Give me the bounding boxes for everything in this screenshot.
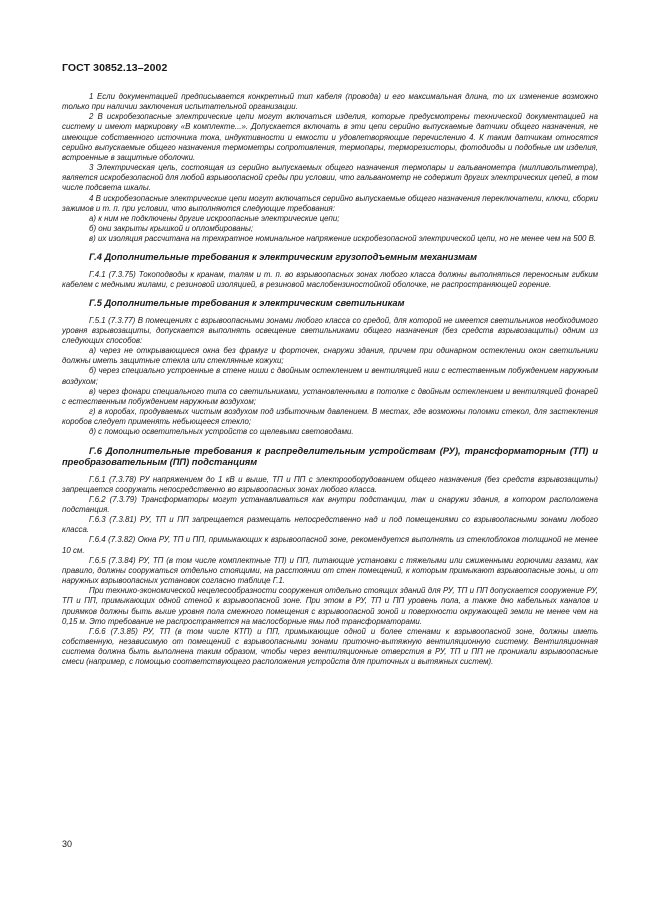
clause-paragraph: Г.6.6 (7.3.85) РУ, ТП (в том числе КТП) и ПП, примыкающие одной и более стенами к взрывоопасной зоне, должны иметь собственную, независимую от помещений с взрывоопасными зонами приточно-вытяжную вентиляционную систему. Вентиляционная система должна быть выполнена таким образом, чтобы через вентиляционные отверстия в РУ, ТП и ПП не проникали взрывоопасные смеси (например, с помощью соответствующего расположения устройств для приточных и вытяжных систем). xyxy=(62,626,598,667)
page-number: 30 xyxy=(62,839,73,849)
list-item: б) через специально устроенные в стене ниши с двойным остеклением и вентиляцией ниш с естественным побуждением наружным воздухом; xyxy=(62,366,598,386)
list-item: в) через фонари специального типа со светильниками, установленными в потолке с двойным остеклением и вентиляцией фонарей с естественным побуждением наружным воздухом; xyxy=(62,386,598,406)
list-item: а) через не открывающиеся окна без фрамуг и форточек, снаружи здания, причем при одинарном остеклении окон светильники должны иметь защитные стекла или стеклянные кожухи; xyxy=(62,346,598,366)
clause-paragraph: Г.6.3 (7.3.81) РУ, ТП и ПП запрещается размещать непосредственно над и под помещениями со взрывоопасными зонами любого класса. xyxy=(62,515,598,535)
section-heading: Г.4 Дополнительные требования к электрическим грузоподъемным механизмам xyxy=(89,252,478,263)
clause-paragraph: Г.6.4 (7.3.82) Окна РУ, ТП и ПП, примыкающих к взрывоопасной зоне, рекомендуется выполнять из стеклоблоков толщиной не менее 10 см. xyxy=(62,535,598,555)
section-heading: Г.6 Дополнительные требования к распределительным устройствам (РУ), трансформаторным (ТП) и преобразовательным (ПП) подстанциям xyxy=(62,445,598,468)
document-body xyxy=(62,92,598,668)
note-paragraph: 4 В искробезопасные электрические цепи могут включаться серийно выпускаемые общего назначения переключатели, ключи, сборки зажимов и т. п. при условии, что выполняются следующие требования: xyxy=(62,193,598,213)
list-item: д) с помощью осветительных устройств со щелевыми световодами. xyxy=(89,427,354,437)
note-paragraph: 3 Электрическая цепь, состоящая из серийно выпускаемых общего назначения термопары и гальванометра (милливольтметра), является искробезопасной для любой взрывоопасной среды при условии, что гальванометр не содержит других электрических цепей, в том числе подсвета шкалы. xyxy=(62,163,598,193)
clause-paragraph: Г.6.2 (7.3.79) Трансформаторы могут устанавливаться как внутри подстанции, так и снаружи здания, в котором расположена подстанция. xyxy=(62,494,598,514)
clause-paragraph: Г.5.1 (7.3.77) В помещениях с взрывоопасными зонами любого класса со средой, для которой не имеется светильников необходимого уровня взрывозащиты, допускается выполнять освещение светильниками общего назначения (без средств взрывозащиты) одним из следующих способов: xyxy=(62,315,598,345)
clause-paragraph: Г.4.1 (7.3.75) Токоподводы к кранам, талям и т. п. во взрывоопасных зонах любого класса должны выполняться переносным гибким кабелем с медными жилами, с резиновой изоляцией, в резиновой маслобензиностойкой оболочке, не распространяющей горение. xyxy=(62,269,598,289)
list-item: в) их изоляция рассчитана на трехкратное номинальное напряжение искробезопасной электрической цепи, но не менее чем на 500 В. xyxy=(89,234,597,244)
section-heading: Г.5 Дополнительные требования к электрическим светильникам xyxy=(89,298,405,309)
list-item: г) в коробах, продуваемых чистым воздухом под избыточным давлением. В местах, где возможны поломки стекол, для застекления коробов следует применять небьющееся стекло; xyxy=(62,407,598,427)
clause-paragraph: Г.6.5 (7.3.84) РУ, ТП (в том числе комплектные ТП) и ПП, питающие установки с тяжелыми или сжиженными горючими газами, как правило, должны сооружаться отдельно стоящими, на расстоянии от стен помещений, к которым примыкают взрывоопасные зоны, и от наружных взрывоопасных установок согласно таблице Г.1. xyxy=(62,555,598,586)
clause-paragraph: Г.6.1 (7.3.78) РУ напряжением до 1 кВ и выше, ТП и ПП с электрооборудованием общего назначения (без средств взрывозащиты) запрещается сооружать непосредственно во взрывоопасных зонах любого класса. xyxy=(62,474,598,494)
note-paragraph: 1 Если документацией предписывается конкретный тип кабеля (провода) и его максимальная длина, то их изменение возможно только при наличии заключения испытательной организации. xyxy=(62,92,598,112)
document-header: ГОСТ 30852.13–2002 xyxy=(62,62,168,74)
list-item: б) они закрыты крышкой и опломбированы; xyxy=(89,224,254,234)
note-paragraph: 2 В искробезопасные электрические цепи могут включаться изделия, которые предусмотрены технической документацией на систему и имеют маркировку «В комплекте...». Допускается включать в эти цепи серийно выпускаемые датчики общего назначения, не имеющие собственного источника тока, индуктивности и емкости и удовлетворяющие перечислению 4. К таким датчикам относятся серийно выпускаемые общего назначения термометры сопротивления, термопары, терморезисторы, фотодиоды и подобные им изделия, встроенные в защитные оболочки. xyxy=(62,112,598,162)
clause-paragraph: При технико-экономической нецелесообразности сооружения отдельно стоящих зданий для РУ, ТП и ПП допускается сооружение РУ, ТП и ПП, примыкающих одной стеной к взрывоопасной зоне. При этом в РУ, ТП и ПП уровень пола, а также дно кабельных каналов и приямков должны быть выше уровня пола смежного помещения с взрывоопасной зоной и поверхности окружающей земли не менее чем на 0,15 м. Это требование не распространяется на маслосборные ямы под трансформаторами. xyxy=(62,586,598,626)
list-item: а) к ним не подключены другие искроопасные электрические цепи; xyxy=(89,213,340,223)
